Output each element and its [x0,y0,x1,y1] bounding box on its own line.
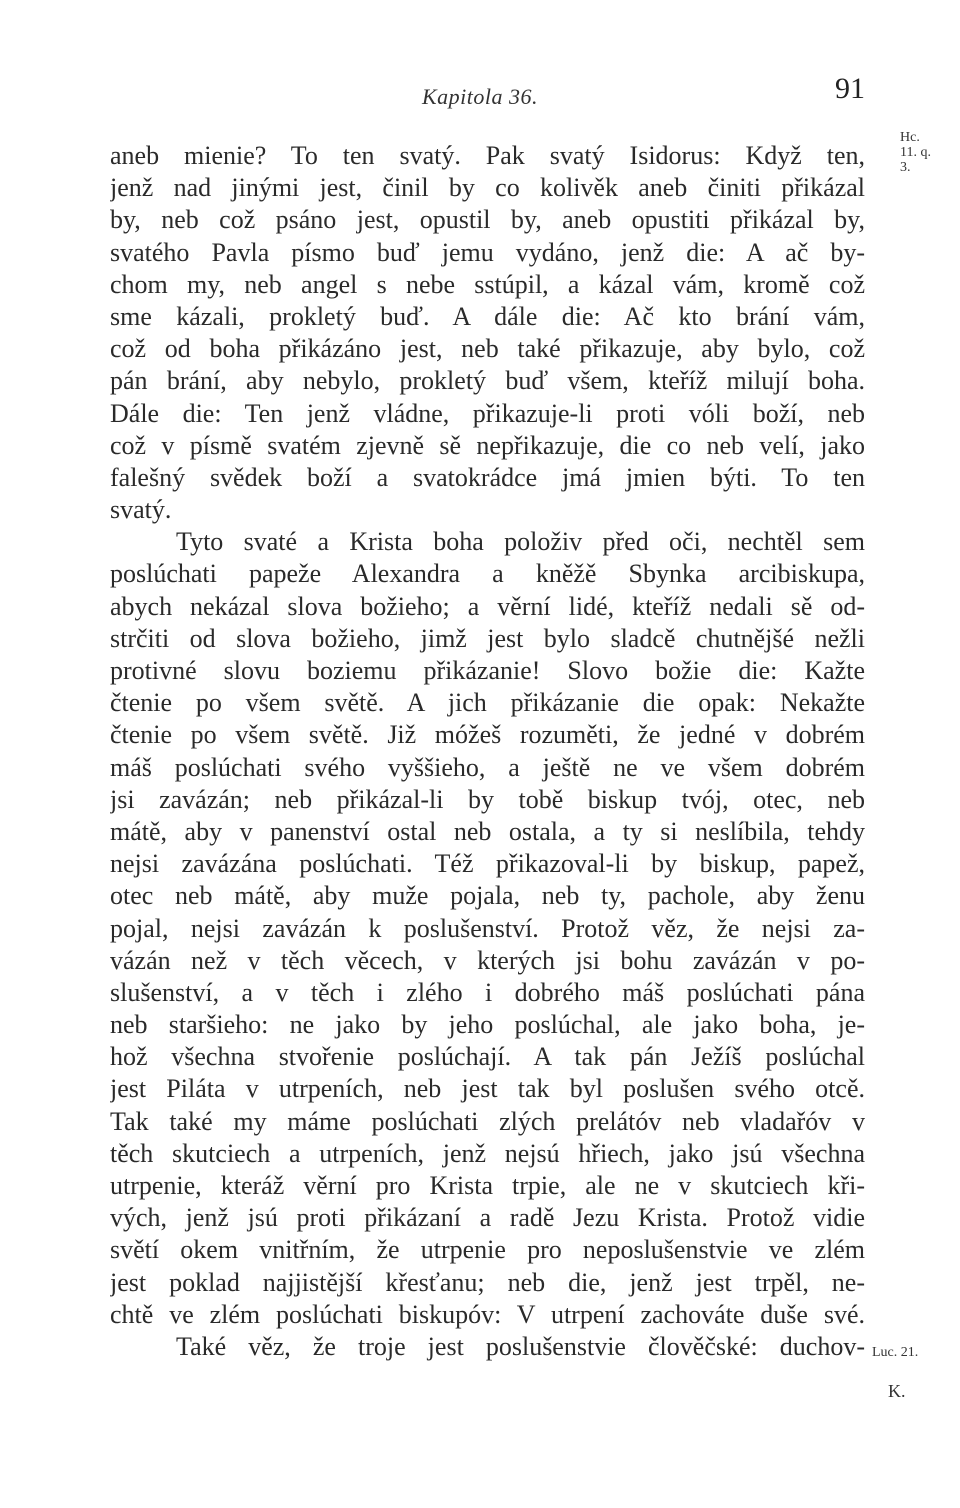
text-line: vázán než v těch věcech, v kterých jsi bohu zavázán v po- [110,945,865,975]
text-line: protivné slovu boziemu přikázanie! Slovo božie die: Kažte [110,656,865,685]
text-line: chtě ve zlém poslúchati biskupóv: V utrpení zachováte duše své. [110,1299,865,1329]
text-line: by, neb což psáno jest, opustil by, aneb opustiti přikázal by, [110,205,865,235]
paragraph-start-line: Tyto svaté a Krista boha položiv před oči, nechtěl sem [176,527,865,557]
text-line: pán brání, aby nebylo, prokletý buď všem, kteříž milují boha. [110,366,865,396]
text-line: vých, jenž jsú proti přikázaní a radě Jezu Krista. Protož vidie [110,1203,865,1233]
text-line: strčiti od slova božieho, jimž jest bylo sladcě chutnějšé nežli [110,623,865,653]
text-line: sme kázali, prokletý buď. A dále die: Ač kto brání vám, [110,301,865,331]
text-line: Tak také my máme poslúchati zlých prelátóv neb vladařóv v [110,1106,865,1136]
body-text [110,140,865,1363]
text-line: aneb mienie? To ten svatý. Pak svatý Isidorus: Když ten, [110,141,865,170]
text-line: což v písmě svatém zjevně sě nepřikazuje, die co neb velí, jako [110,430,865,460]
text-line: svatého Pavla písmo buď jemu vydáno, jenž die: A ač by- [110,237,865,267]
running-header: Kapitola 36. [421,84,538,109]
text-line: neb staršieho: ne jako by jeho poslúchal, ale jako boha, je- [110,1010,865,1040]
text-line: svatý. [110,495,172,525]
text-line: těch skutciech a utrpeních, jenž nejsú hřiech, jako jsú všechna [110,1138,865,1168]
text-line: mátě, aby v panenství ostal neb ostala, a ty si neslíbila, tehdy [110,816,865,846]
text-line: jest poklad najjistější křesťanu; neb die, jenž jest trpěl, ne- [110,1267,865,1297]
text-line: jenž nad jinými jest, činil by co kolivěk aneb činiti přikázal [110,173,865,203]
page-number: 91 [835,72,865,105]
text-line: Dále die: Ten jenž vládne, přikazuje-li proti vóli boží, neb [110,398,865,428]
text-line: hož všechna stvořenie poslúchají. A tak pán Ježíš poslúchal [110,1042,865,1072]
text-line: otec neb mátě, aby muže pojala, neb ty, pachole, aby ženu [110,881,865,911]
margin-note-luke: Luc. 21. [872,1345,919,1360]
text-line: čtenie po všem světě. A jich přikázanie die opak: Nekažte [110,688,865,718]
text-line: jest Piláta v utrpeních, neb jest tak byl poslušen svého otcě. [110,1074,865,1104]
text-line: čtenie po všem světě. Již móžeš rozuměti, že jedné v dobrém [110,720,865,750]
text-line: utrpenie, kteráž věrní pro Krista trpie, ale ne v skutciech kři- [110,1171,865,1200]
text-line: nejsi zavázána poslúchati. Též přikazoval-li by biskup, papež, [110,849,865,879]
margin-note-k: K. [888,1381,906,1401]
text-line: světí okem vnitřním, že utrpenie pro neposlušenstvie ve zlém [110,1235,865,1265]
margin-note-reference: Hc. 11. q. 3. [900,130,931,175]
text-line: pojal, nejsi zavázán k poslušenství. Protož věz, že nejsi za- [110,913,865,943]
paragraph-start-line: Také věz, že troje jest poslušenstvie člověčské: duchov- [176,1331,865,1361]
text-line: slušenství, a v těch i zlého i dobrého máš poslúchati pána [110,977,865,1007]
text-line: jsi zavázán; neb přikázal-li by tobě biskup tvój, otec, neb [110,784,865,814]
text-line: což od boha přikázáno jest, neb také přikazuje, aby bylo, což [110,334,865,364]
text-line: máš poslúchati svého vyššieho, a ještě ne ve všem dobrém [110,752,865,782]
text-line: poslúchati papeže Alexandra a kněžě Sbynka arcibiskupa, [110,559,865,589]
text-line: falešný svědek boží a svatokrádce jmá jmien býti. To ten [110,462,865,492]
text-line: chom my, neb angel s nebe sstúpil, a kázal vám, kromě což [110,269,865,299]
text-line: abych nekázal slova božieho; a věrní lidé, kteříž nedali sě od- [110,591,865,621]
